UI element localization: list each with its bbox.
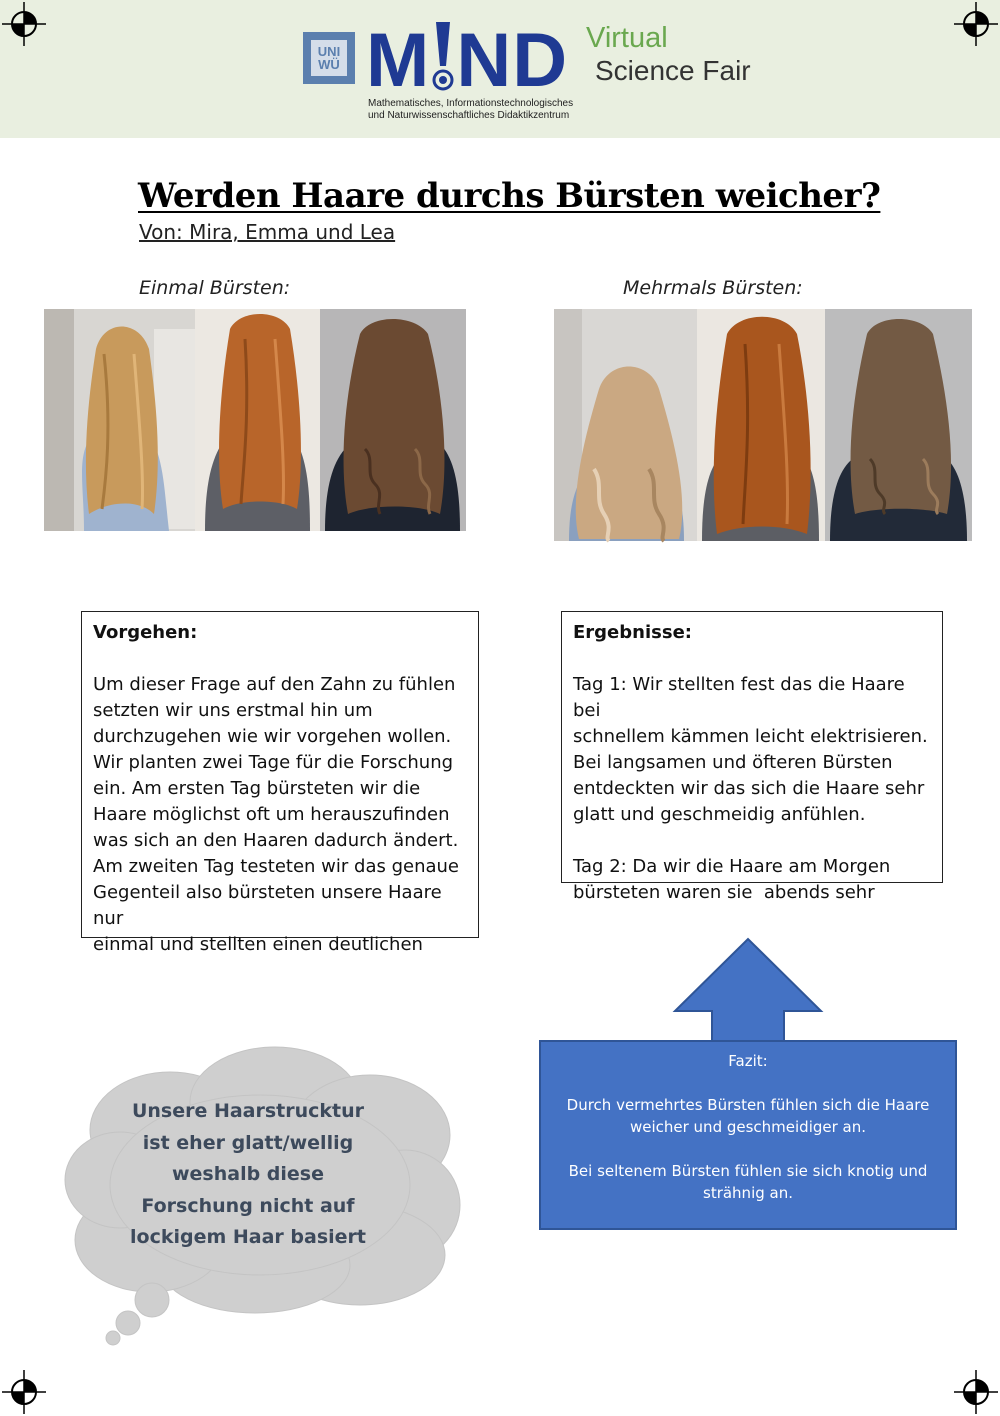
many-brushing-photos (554, 309, 972, 541)
vorgehen-line: Gegenteil also bürsteten unsere Haare nur (93, 882, 442, 929)
fazit-heading: Fazit: (728, 1052, 768, 1070)
up-arrow-icon (539, 937, 957, 1042)
fazit-line: strähnig an. (703, 1184, 793, 1202)
uni-logo (303, 32, 355, 84)
uni-logo-line2: WÜ (318, 57, 340, 72)
vorgehen-line: ein. Am ersten Tag bürsteten wir die (93, 778, 421, 799)
vorgehen-line: Wir planten zwei Tage für die Forschung (93, 752, 454, 773)
fazit-line: weicher und geschmeidiger an. (629, 1118, 867, 1136)
cloud-line: weshalb diese (171, 1163, 325, 1185)
hair-photo (825, 309, 972, 541)
ergebnisse-box (561, 611, 943, 903)
ergebnisse-line: Tag 2: Da wir die Haare am Morgen (573, 856, 891, 877)
ergebnisse-line: entdeckten wir das sich die Haare sehr (573, 778, 925, 799)
once-brushing-photos (44, 309, 466, 531)
fazit-paragraph-2 (541, 1160, 955, 1204)
vorgehen-line: Um dieser Frage auf den Zahn zu fühlen (93, 674, 456, 695)
hair-photo (320, 309, 466, 531)
cloud-line: Forschung nicht auf (141, 1194, 355, 1217)
registration-mark-icon (2, 1370, 46, 1414)
institute-subtitle (368, 98, 608, 122)
fazit-box (539, 1040, 957, 1230)
header-banner (0, 0, 1000, 138)
subtitle-line: und Naturwissenschaftliches Didaktikzentrum (368, 110, 570, 121)
hair-photo (195, 309, 320, 531)
ergebnisse-heading: Ergebnisse: (573, 622, 692, 643)
cloud-line: lockigem Haar basiert (130, 1226, 366, 1248)
uni-logo-line1: UNI (317, 44, 341, 59)
subtitle-line: Mathematisches, Informationstechnologisches (368, 98, 574, 109)
once-brushing-caption: Einmal Bürsten: (139, 277, 291, 299)
vorgehen-line: durchzugehen wie wir vorgehen wollen. (93, 726, 452, 747)
ergebnisse-line: schnellem kämmen leicht elektrisieren. (573, 726, 928, 747)
vorgehen-line: Haare möglichst oft um herauszufinden (93, 804, 450, 825)
mind-logo-right: ND (456, 18, 569, 103)
registration-mark-icon (2, 2, 46, 46)
vorgehen-box (81, 611, 479, 955)
many-brushing-caption: Mehrmals Bürsten: (623, 277, 803, 299)
hair-photo (44, 309, 195, 531)
vorgehen-line: Am zweiten Tag testeten wir das genaue (93, 856, 459, 877)
registration-mark-icon (954, 1370, 998, 1414)
cloud-text (128, 1096, 368, 1254)
authors: Von: Mira, Emma und Lea (139, 220, 396, 244)
vorgehen-heading: Vorgehen: (93, 622, 198, 643)
hair-photo (697, 309, 825, 541)
mind-logo-left: M (366, 18, 431, 103)
registration-mark-icon (954, 2, 998, 46)
hair-photo (554, 309, 697, 541)
mind-logo (366, 16, 568, 101)
science-fair-label: Science Fair (595, 55, 751, 86)
cloud-line: ist eher glatt/wellig (142, 1131, 354, 1154)
virtual-label: Virtual (586, 22, 668, 54)
vorgehen-line: einmal und stellten einen deutlichen (93, 934, 423, 955)
vorgehen-line: setzten wir uns erstmal hin um (93, 700, 373, 721)
fazit-line: Durch vermehrtes Bürsten fühlen sich die Haare (566, 1096, 930, 1114)
ergebnisse-line: Bei langsamen und öfteren Bürsten (573, 752, 893, 773)
vorgehen-line: was sich an den Haaren dadurch ändert. (93, 830, 459, 851)
cloud-line: Unsere Haarstrucktur (131, 1100, 365, 1122)
ergebnisse-line: bürsteten waren sie abends sehr (573, 882, 875, 903)
ergebnisse-line: Tag 1: Wir stellten fest das die Haare bei (573, 674, 905, 721)
ergebnisse-line: glatt und geschmeidig anfühlen. (573, 804, 866, 825)
page-title: Werden Haare durchs Bürsten weicher? (138, 176, 881, 216)
fazit-line: Bei seltenem Bürsten fühlen sie sich knotig und (568, 1162, 928, 1180)
fazit-paragraph-1 (541, 1094, 955, 1138)
mind-logo-i-icon (430, 16, 456, 101)
